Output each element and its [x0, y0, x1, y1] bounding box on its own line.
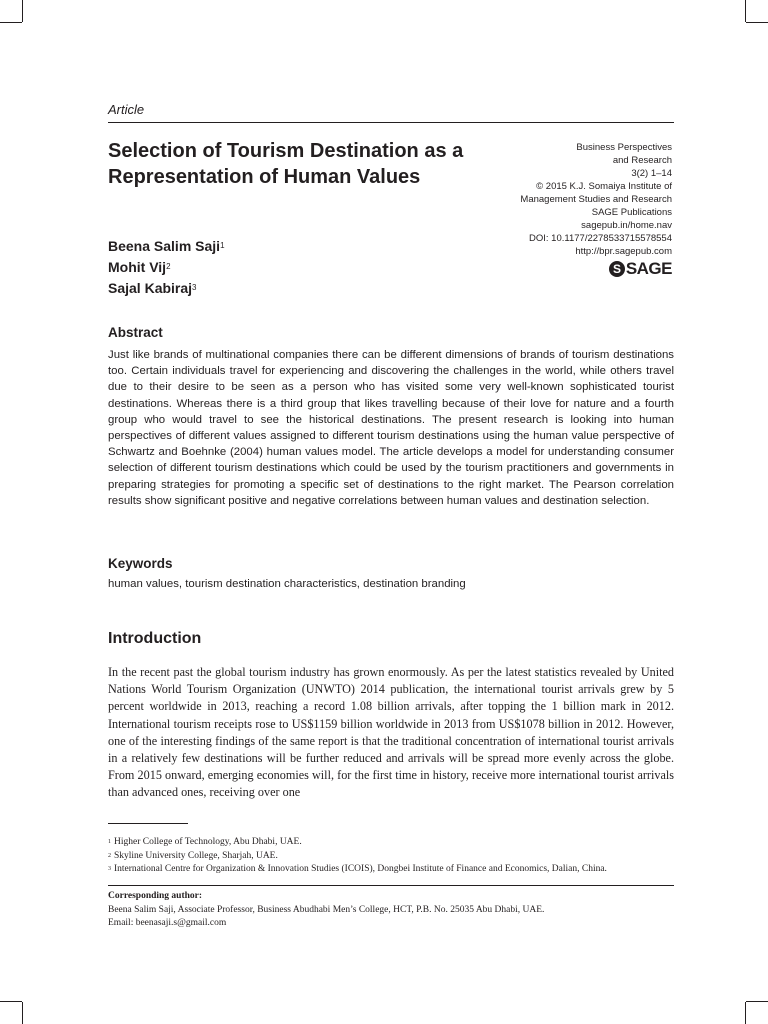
- sage-logo: [609, 259, 672, 279]
- journal-line: Business Perspectives: [576, 142, 672, 153]
- crop-mark: [0, 22, 22, 23]
- author-list: [108, 236, 225, 299]
- header-rule: [108, 122, 674, 123]
- crop-mark: [22, 0, 23, 22]
- journal-line: sagepub.in/home.nav: [581, 220, 672, 231]
- journal-line: © 2015 K.J. Somaiya Institute of: [536, 181, 672, 192]
- crop-mark: [22, 1002, 23, 1024]
- abstract-body: Just like brands of multinational companies there can be different dimensions of brands of tourism destinations too. Certain individuals travel for experiencing and discovering the challenges in the world, while others travel due to their desire to be seen as a person who has visited some very well-known sophisticated tourist destinations. Whereas there is a third group that likes travelling because of their love for nature and a fourth group who would travel to see the historical destinations. The present research is looking into human perspectives of different values assigned to different tourism destinations using the human value perspective of Schwartz and Boehnke (2004) human values model. The article develops a model for understanding consumer selection of different tourism destinations which could be used by the tourism practitioners and governments in preparing strategies for promoting a specific set of destinations to the right market. The Pearson correlation results show significant positive and negative correlations between human values and destination selection.: [108, 349, 674, 507]
- crop-mark: [745, 1002, 746, 1024]
- footnotes: [108, 836, 678, 877]
- journal-line: 3(2) 1–14: [631, 168, 672, 179]
- journal-info: [432, 141, 672, 258]
- author: Sajal Kabiraj$^3$: [108, 280, 197, 296]
- journal-line: and Research: [612, 155, 672, 166]
- footnote: $^3$ International Centre for Organization & Innovation Studies (ICOIS), Dongbei Institute of Finance and Economics, Dalian, China.: [108, 864, 607, 874]
- crop-mark: [0, 1001, 22, 1002]
- correspondence-rule: [108, 885, 674, 886]
- sage-s-icon: S: [609, 261, 625, 277]
- paper-title: Selection of Tourism Destination as a Representation of Human Values: [108, 140, 464, 188]
- author: Beena Salim Saji$^1$: [108, 238, 225, 254]
- keywords-body: human values, tourism destination characteristics, destination branding: [108, 578, 466, 590]
- footnote: $^1$ Higher College of Technology, Abu Dhabi, UAE.: [108, 837, 302, 847]
- journal-line: Management Studies and Research: [520, 194, 672, 205]
- journal-line: http://bpr.sagepub.com: [575, 246, 672, 257]
- crop-mark: [745, 0, 746, 22]
- sage-logo-text: SAGE: [625, 259, 672, 278]
- crop-mark: [746, 1001, 768, 1002]
- journal-line: SAGE Publications: [591, 207, 672, 218]
- keywords-heading: Keywords: [108, 556, 173, 571]
- crop-mark: [746, 22, 768, 23]
- correspondence-address: Beena Salim Saji, Associate Professor, Business Abudhabi Men’s College, HCT, P.B. No. 25035 Abu Dhabi, UAE.: [108, 904, 545, 915]
- author: Mohit Vij$^2$: [108, 259, 171, 275]
- journal-line: DOI: 10.1177/2278533715578554: [529, 233, 672, 244]
- footnote-rule: [108, 823, 188, 824]
- footnote: $^2$ Skyline University College, Sharjah, UAE.: [108, 850, 278, 861]
- introduction-body: In the recent past the global tourism industry has grown enormously. As per the latest statistics revealed by United Nations World Tourism Organization (UNWTO) 2014 publication, the international tourist arrivals grew by 5 percent worldwide in 2013, reaching a record 1.08 billion arrivals, after topping the 1 billion mark in 2012. International tourism receipts rose to US$1159 billion worldwide in 2013 from US$1078 billion in 2012. However, one of the interesting findings of the same report is that the traditional concentration of international tourist arrivals in a relatively few destinations will be further reduced and arrivals will be spread more evenly across the globe. From 2015 onward, emerging economies will, for the first time in history, receive more international tourist arrivals than advanced ones, receiving over one: [108, 665, 674, 800]
- correspondence-block: [108, 890, 678, 931]
- correspondence-email: Email: beenasaji.s@gmail.com: [108, 918, 227, 928]
- correspondence-label: Corresponding author:: [108, 891, 203, 901]
- abstract-heading: Abstract: [108, 325, 163, 340]
- article-type-label: Article: [108, 102, 145, 117]
- introduction-heading: Introduction: [108, 630, 202, 647]
